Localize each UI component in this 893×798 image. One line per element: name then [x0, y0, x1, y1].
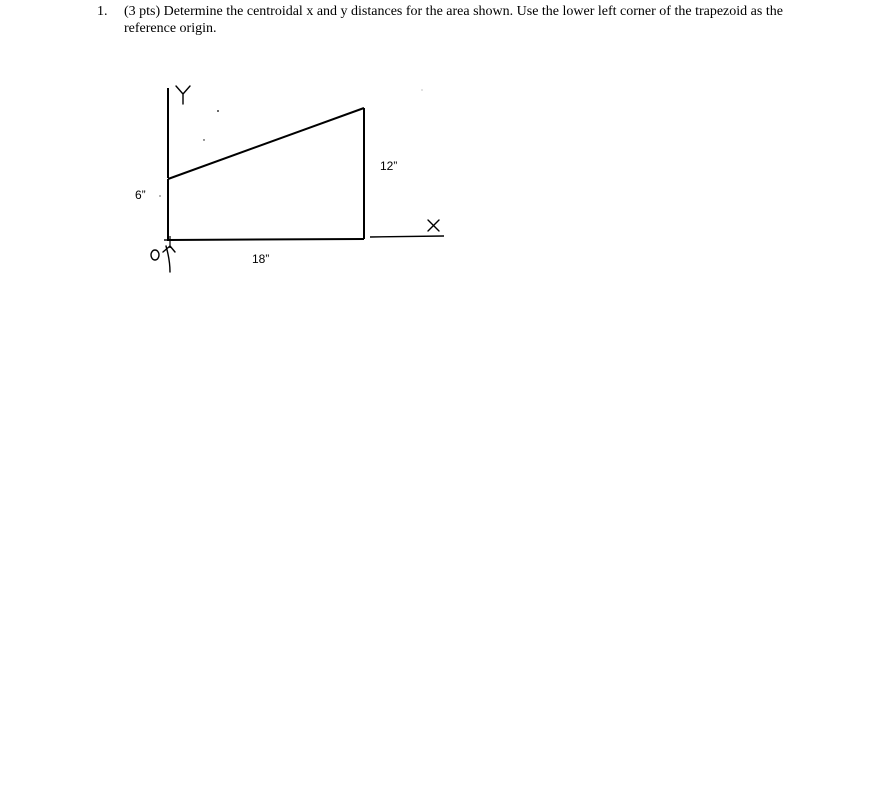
question-text: (3 pts) Determine the centroidal x and y distances for the area shown. Use the lower left corner of the trapezoid as the reference origin.	[124, 4, 783, 36]
y-axis-label	[176, 86, 190, 104]
stray-dot	[203, 139, 204, 140]
x-axis-label	[428, 220, 439, 231]
base-width-label: 18”	[252, 252, 270, 266]
left-height-label: 6”	[135, 188, 146, 202]
x-axis-line	[370, 236, 444, 237]
stray-dot	[217, 110, 219, 112]
stray-dot	[422, 90, 423, 91]
stray-dot	[159, 195, 160, 196]
trapezoid-top-edge	[168, 108, 364, 179]
origin-marker	[151, 236, 175, 272]
trapezoid-bottom-edge	[168, 239, 364, 240]
question-number: 1.	[97, 4, 108, 19]
right-height-label: 12”	[380, 159, 398, 173]
